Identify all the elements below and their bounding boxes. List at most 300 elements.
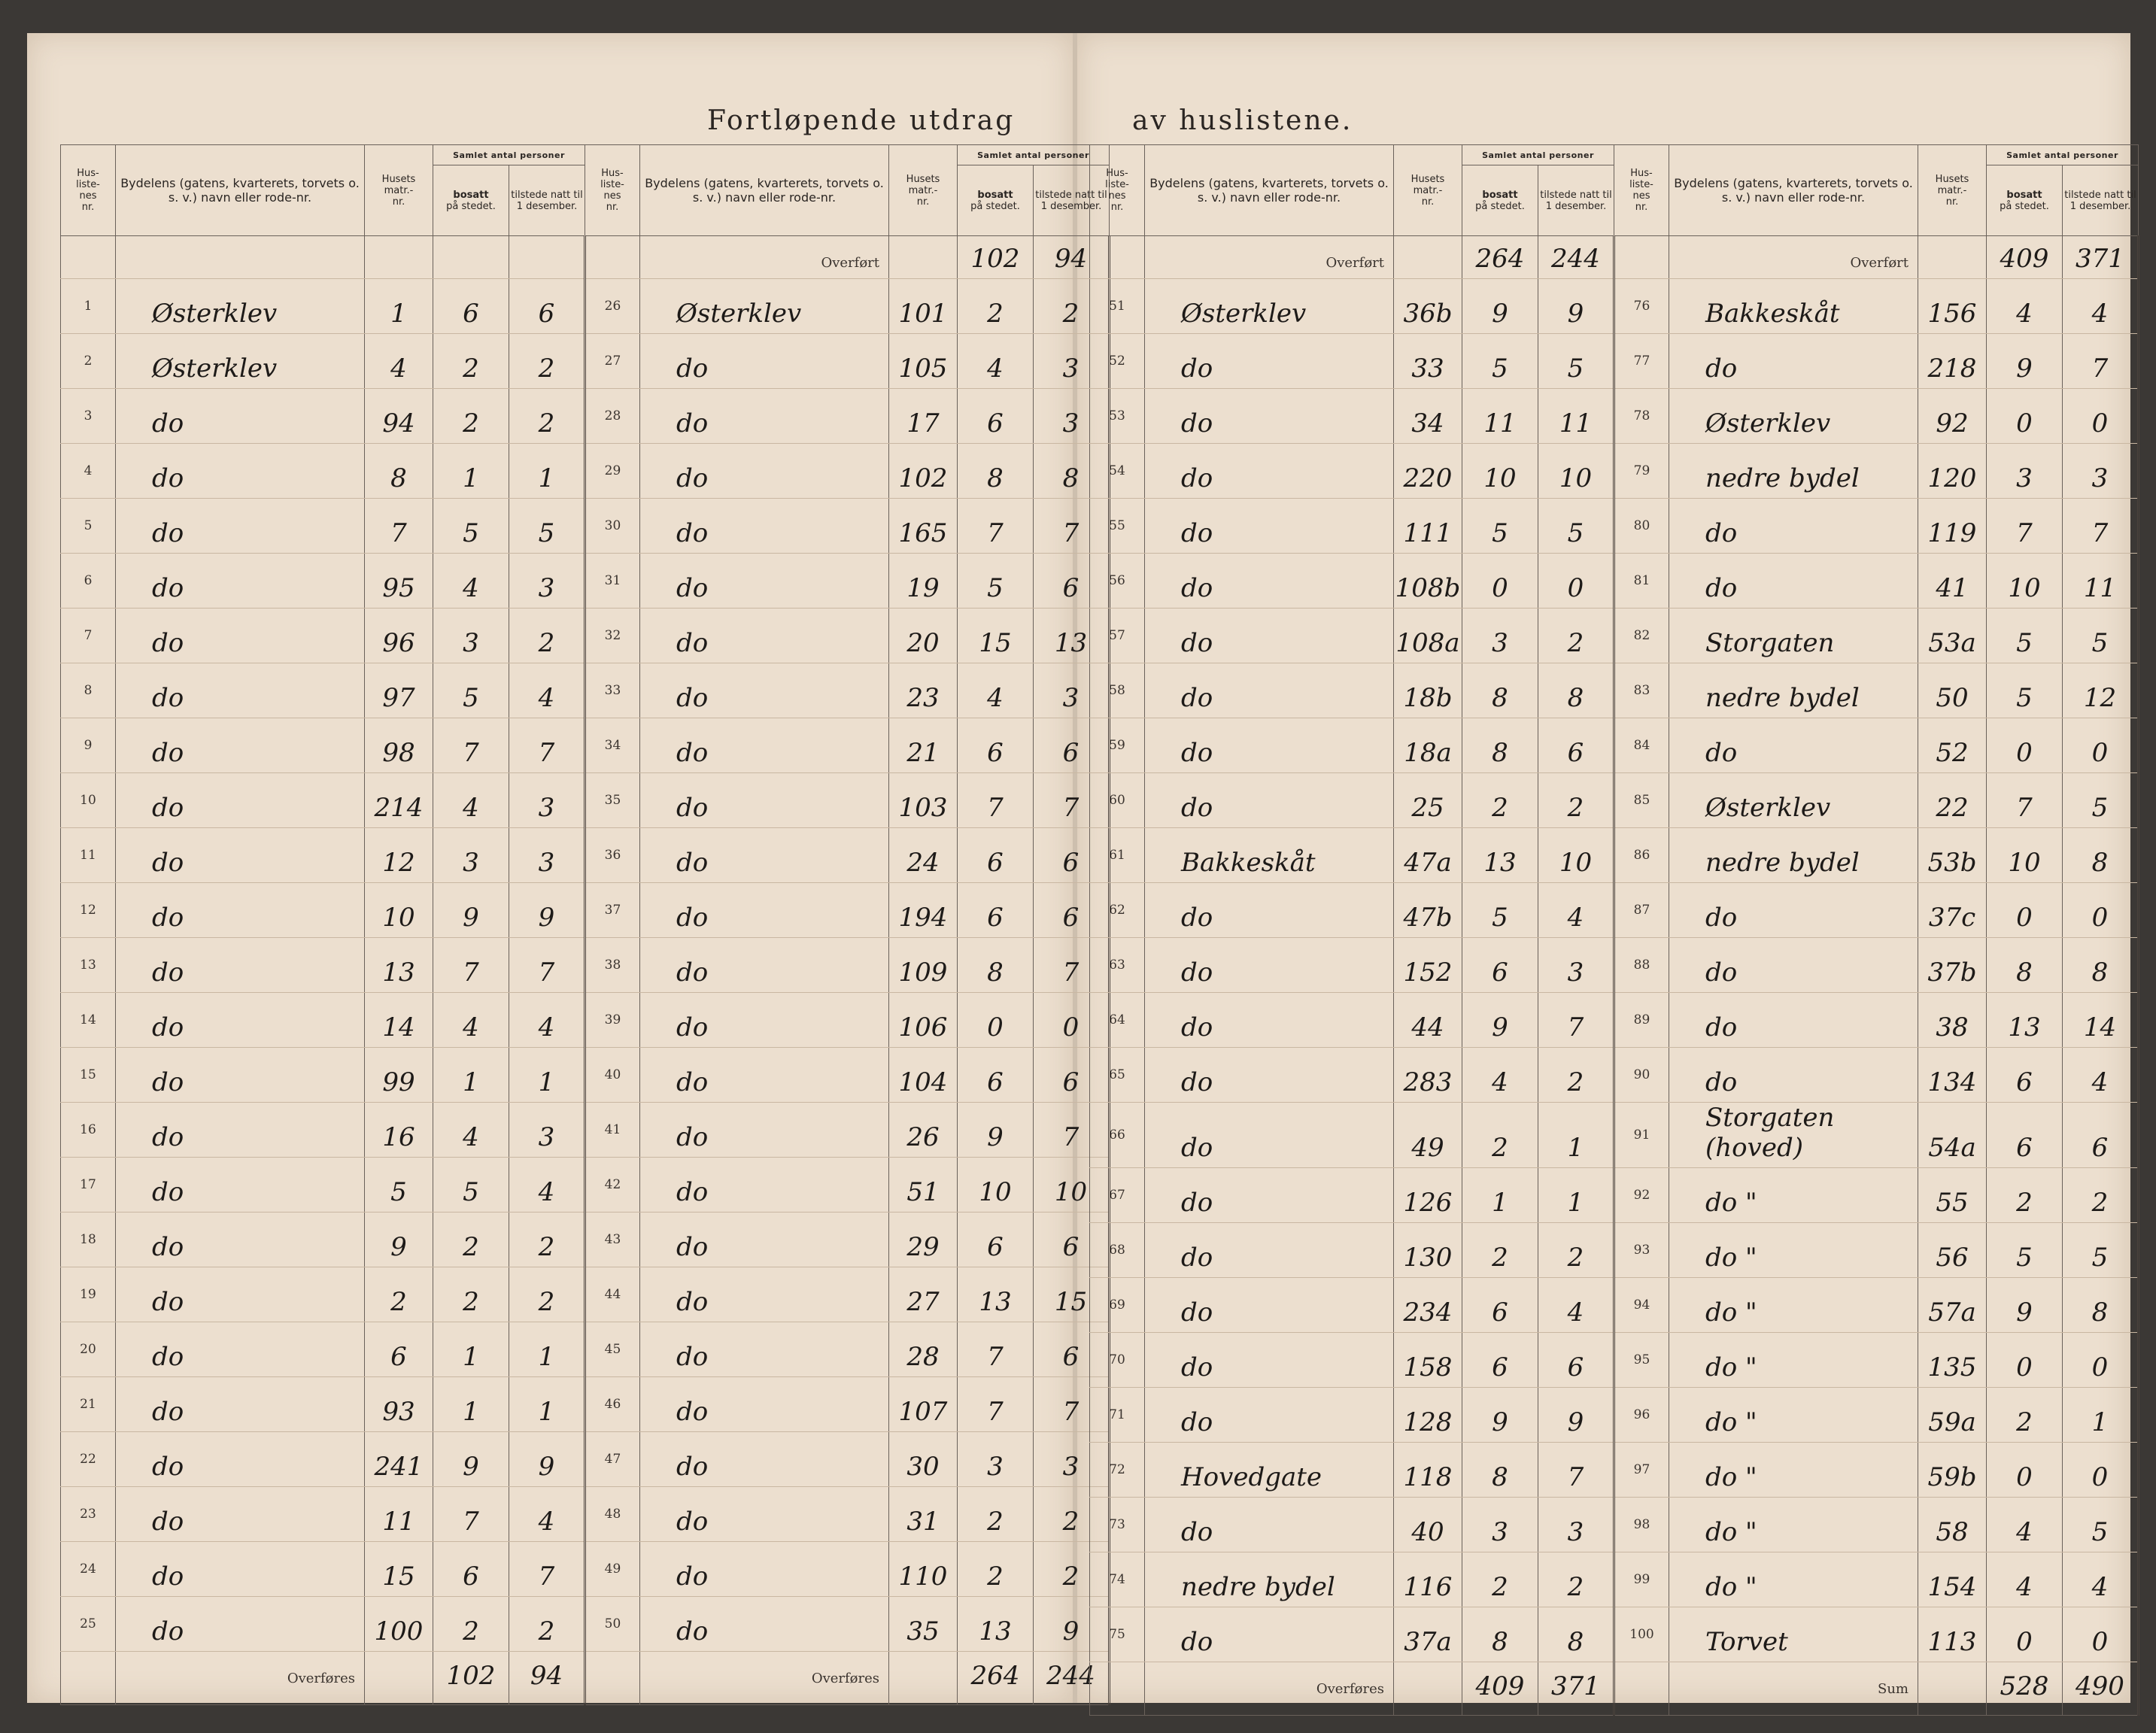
row-bosatt: 5 [433, 499, 509, 554]
row-nr: 79 [1614, 444, 1669, 499]
table-row [1090, 1168, 2139, 1223]
row-bosatt: 8 [1462, 663, 1538, 718]
row-tilstede: 10 [1034, 1158, 1110, 1212]
row-nr: 71 [1090, 1388, 1145, 1443]
table-row [1090, 499, 2139, 554]
row-tilstede: 2 [2063, 1168, 2139, 1223]
row-place: do [1145, 993, 1394, 1048]
row-place: do [640, 1267, 889, 1322]
row-place: do [1145, 554, 1394, 609]
header-samlet: Samlet antal personer [958, 145, 1110, 165]
table-row [1090, 609, 2139, 663]
row-place: do [1669, 938, 1918, 993]
header-tilstede: tilstede natt til 1 desember. [1538, 165, 1614, 236]
row-place: do [640, 663, 889, 718]
row-place: do [1669, 993, 1918, 1048]
header-nr: Hus- liste- nes nr. [585, 145, 640, 236]
row-nr: 68 [1090, 1223, 1145, 1278]
row-place: do [116, 1377, 365, 1432]
table-row [61, 1048, 1110, 1103]
row-tilstede: 7 [1538, 993, 1614, 1048]
row-matr: 5 [365, 1158, 433, 1212]
row-matr: 194 [889, 883, 958, 938]
row-bosatt: 1 [433, 1048, 509, 1103]
row-nr: 35 [585, 773, 640, 828]
row-tilstede: 6 [1034, 883, 1110, 938]
carry-out-tilstede: 244 [1034, 1652, 1110, 1705]
row-place: do [1145, 334, 1394, 389]
row-tilstede: 2 [509, 609, 585, 663]
row-nr: 51 [1090, 279, 1145, 334]
row-tilstede: 4 [2063, 279, 2139, 334]
row-nr: 78 [1614, 389, 1669, 444]
row-matr: 59b [1918, 1443, 1987, 1498]
row-bosatt: 5 [1987, 1223, 2063, 1278]
row-nr: 48 [585, 1487, 640, 1542]
row-matr: 2 [365, 1267, 433, 1322]
row-tilstede: 8 [1538, 663, 1614, 718]
table-row [1090, 1607, 2139, 1662]
row-tilstede: 2 [1538, 609, 1614, 663]
row-nr: 92 [1614, 1168, 1669, 1223]
overfores-label: Overføres [116, 1652, 365, 1705]
row-place: do [1145, 1388, 1394, 1443]
table-row [61, 279, 1110, 334]
row-place: do [640, 554, 889, 609]
row-matr: 101 [889, 279, 958, 334]
row-place: do [1145, 1607, 1394, 1662]
row-tilstede: 8 [2063, 938, 2139, 993]
row-bosatt: 8 [958, 444, 1034, 499]
row-bosatt: 8 [1462, 1607, 1538, 1662]
row-nr: 38 [585, 938, 640, 993]
row-bosatt: 0 [1987, 1443, 2063, 1498]
row-matr: 33 [1394, 334, 1462, 389]
row-tilstede: 2 [1538, 1048, 1614, 1103]
row-tilstede: 0 [1034, 993, 1110, 1048]
row-matr: 283 [1394, 1048, 1462, 1103]
row-nr: 37 [585, 883, 640, 938]
row-nr: 8 [61, 663, 116, 718]
row-matr: 28 [889, 1322, 958, 1377]
row-tilstede: 10 [1538, 444, 1614, 499]
header-samlet: Samlet antal personer [1462, 145, 1614, 165]
row-nr: 73 [1090, 1498, 1145, 1552]
carry-in-bosatt: 409 [1987, 236, 2063, 279]
row-nr: 14 [61, 993, 116, 1048]
header-nr: Hus- liste- nes nr. [1090, 145, 1145, 236]
carry-out-bosatt: 409 [1462, 1662, 1538, 1716]
row-nr: 61 [1090, 828, 1145, 883]
row-matr: 25 [1394, 773, 1462, 828]
row-tilstede: 7 [1034, 1103, 1110, 1158]
row-bosatt: 2 [1987, 1168, 2063, 1223]
row-nr: 16 [61, 1103, 116, 1158]
row-nr: 75 [1090, 1607, 1145, 1662]
row-place: do [116, 718, 365, 773]
row-nr: 64 [1090, 993, 1145, 1048]
row-matr: 97 [365, 663, 433, 718]
table-row [61, 993, 1110, 1048]
row-matr: 49 [1394, 1103, 1462, 1168]
row-matr: 1 [365, 279, 433, 334]
table-row [61, 1487, 1110, 1542]
table-row [61, 1212, 1110, 1267]
table-row [61, 499, 1110, 554]
carry-out-tilstede: 490 [2063, 1662, 2139, 1716]
row-matr: 152 [1394, 938, 1462, 993]
row-bosatt: 10 [1462, 444, 1538, 499]
table-row [61, 554, 1110, 609]
row-place: do [1669, 499, 1918, 554]
row-tilstede: 3 [1538, 1498, 1614, 1552]
table-row [1090, 773, 2139, 828]
row-nr: 43 [585, 1212, 640, 1267]
row-bosatt: 8 [1462, 1443, 1538, 1498]
row-bosatt: 6 [1987, 1103, 2063, 1168]
row-nr: 83 [1614, 663, 1669, 718]
row-matr: 104 [889, 1048, 958, 1103]
row-place: do [116, 1048, 365, 1103]
row-tilstede: 7 [2063, 334, 2139, 389]
row-place: Østerklev [640, 279, 889, 334]
table-row [1090, 444, 2139, 499]
row-matr: 218 [1918, 334, 1987, 389]
carry-out-row [61, 1652, 1110, 1705]
row-bosatt: 2 [433, 389, 509, 444]
row-nr: 69 [1090, 1278, 1145, 1333]
row-nr: 63 [1090, 938, 1145, 993]
table-row [61, 1158, 1110, 1212]
row-bosatt: 7 [433, 938, 509, 993]
row-place: do [640, 718, 889, 773]
row-matr: 116 [1394, 1552, 1462, 1607]
table-row [1090, 883, 2139, 938]
row-matr: 31 [889, 1487, 958, 1542]
row-nr: 34 [585, 718, 640, 773]
row-bosatt: 4 [1987, 279, 2063, 334]
row-bosatt: 2 [1462, 1552, 1538, 1607]
row-tilstede: 2 [1538, 773, 1614, 828]
row-nr: 30 [585, 499, 640, 554]
row-bosatt: 5 [1462, 499, 1538, 554]
header-bosatt: bosatt på stedet. [1462, 165, 1538, 236]
row-place: do [116, 828, 365, 883]
sum-label: Sum [1669, 1662, 1918, 1716]
row-place: do [1145, 389, 1394, 444]
row-tilstede: 3 [1034, 663, 1110, 718]
table-row [1090, 1278, 2139, 1333]
row-bosatt: 5 [433, 663, 509, 718]
row-matr: 18a [1394, 718, 1462, 773]
row-matr: 40 [1394, 1498, 1462, 1552]
table-row [1090, 554, 2139, 609]
row-tilstede: 3 [2063, 444, 2139, 499]
row-matr: 113 [1918, 1607, 1987, 1662]
header-nr: Hus- liste- nes nr. [61, 145, 116, 236]
row-matr: 93 [365, 1377, 433, 1432]
row-bosatt: 9 [958, 1103, 1034, 1158]
row-bosatt: 1 [433, 1377, 509, 1432]
overfores-label: Overføres [1145, 1662, 1394, 1716]
row-place: do [116, 1432, 365, 1487]
row-matr: 10 [365, 883, 433, 938]
row-bosatt: 6 [1462, 938, 1538, 993]
table-row [61, 883, 1110, 938]
row-tilstede: 9 [1538, 1388, 1614, 1443]
row-matr: 18b [1394, 663, 1462, 718]
header-place: Bydelens (gatens, kvarterets, torvets o. s. v.) navn eller rode-nr. [1669, 145, 1918, 236]
ledger-table-left [60, 144, 1110, 1705]
row-bosatt: 10 [1987, 554, 2063, 609]
row-tilstede: 9 [509, 1432, 585, 1487]
row-place: do [116, 1322, 365, 1377]
row-matr: 110 [889, 1542, 958, 1597]
row-matr: 111 [1394, 499, 1462, 554]
row-matr: 16 [365, 1103, 433, 1158]
row-matr: 165 [889, 499, 958, 554]
row-bosatt: 3 [433, 828, 509, 883]
row-place: do " [1669, 1388, 1918, 1443]
row-nr: 80 [1614, 499, 1669, 554]
overfort-label: Overført [1669, 236, 1918, 279]
row-tilstede: 7 [1538, 1443, 1614, 1498]
row-matr: 11 [365, 1487, 433, 1542]
row-nr: 13 [61, 938, 116, 993]
row-place: do [116, 883, 365, 938]
row-place: do [116, 1103, 365, 1158]
row-place: do [640, 1158, 889, 1212]
row-tilstede: 2 [1034, 1487, 1110, 1542]
row-matr: 158 [1394, 1333, 1462, 1388]
table-row [1090, 1103, 2139, 1168]
row-bosatt: 6 [433, 279, 509, 334]
row-bosatt: 4 [433, 554, 509, 609]
row-matr: 135 [1918, 1333, 1987, 1388]
row-tilstede: 0 [1538, 554, 1614, 609]
row-tilstede: 0 [2063, 1333, 2139, 1388]
row-bosatt: 2 [433, 1597, 509, 1652]
table-row [1090, 334, 2139, 389]
row-nr: 25 [61, 1597, 116, 1652]
row-bosatt: 5 [433, 1158, 509, 1212]
row-place: do [640, 1542, 889, 1597]
table-row [1090, 1498, 2139, 1552]
row-nr: 23 [61, 1487, 116, 1542]
row-tilstede: 4 [509, 1158, 585, 1212]
row-tilstede: 2 [509, 1267, 585, 1322]
row-bosatt: 0 [1987, 389, 2063, 444]
row-matr: 98 [365, 718, 433, 773]
row-place: do [1669, 718, 1918, 773]
row-matr: 12 [365, 828, 433, 883]
row-tilstede: 4 [509, 993, 585, 1048]
row-nr: 49 [585, 1542, 640, 1597]
row-place: do [116, 993, 365, 1048]
row-nr: 32 [585, 609, 640, 663]
row-tilstede: 2 [1538, 1223, 1614, 1278]
row-bosatt: 7 [958, 773, 1034, 828]
row-tilstede: 9 [509, 883, 585, 938]
row-place: do [1145, 773, 1394, 828]
row-place: Østerklev [1145, 279, 1394, 334]
carry-in-row [61, 236, 1110, 279]
row-place: do [1669, 1048, 1918, 1103]
row-nr: 31 [585, 554, 640, 609]
header-matr: Husets matr.- nr. [365, 145, 433, 236]
row-bosatt: 10 [958, 1158, 1034, 1212]
row-matr: 15 [365, 1542, 433, 1597]
row-nr: 52 [1090, 334, 1145, 389]
row-place: Storgaten [1669, 609, 1918, 663]
row-place: do [1669, 883, 1918, 938]
row-place: do [640, 1597, 889, 1652]
row-matr: 108a [1394, 609, 1462, 663]
row-matr: 9 [365, 1212, 433, 1267]
row-matr: 21 [889, 718, 958, 773]
carry-in-bosatt: 102 [958, 236, 1034, 279]
row-bosatt: 7 [433, 718, 509, 773]
row-place: do [1145, 444, 1394, 499]
row-nr: 86 [1614, 828, 1669, 883]
carry-in-row [1090, 236, 2139, 279]
header-samlet: Samlet antal personer [1987, 145, 2139, 165]
carry-out-bosatt: 102 [433, 1652, 509, 1705]
row-bosatt: 4 [433, 773, 509, 828]
row-place: do [640, 1322, 889, 1377]
row-tilstede: 4 [2063, 1048, 2139, 1103]
row-place: do [1669, 554, 1918, 609]
row-matr: 29 [889, 1212, 958, 1267]
row-tilstede: 7 [509, 1542, 585, 1597]
row-place: do [116, 938, 365, 993]
table-row [61, 389, 1110, 444]
row-tilstede: 1 [1538, 1168, 1614, 1223]
row-matr: 55 [1918, 1168, 1987, 1223]
row-tilstede: 5 [2063, 1498, 2139, 1552]
row-bosatt: 7 [433, 1487, 509, 1542]
row-place: Bakkeskåt [1145, 828, 1394, 883]
row-matr: 53a [1918, 609, 1987, 663]
row-nr: 62 [1090, 883, 1145, 938]
row-bosatt: 2 [1987, 1388, 2063, 1443]
row-bosatt: 0 [1987, 1607, 2063, 1662]
row-tilstede: 2 [1034, 1542, 1110, 1597]
row-nr: 28 [585, 389, 640, 444]
row-matr: 6 [365, 1322, 433, 1377]
row-tilstede: 5 [2063, 609, 2139, 663]
row-nr: 26 [585, 279, 640, 334]
row-nr: 11 [61, 828, 116, 883]
row-tilstede: 0 [2063, 883, 2139, 938]
overfort-label: Overført [1145, 236, 1394, 279]
row-nr: 60 [1090, 773, 1145, 828]
row-tilstede: 3 [1034, 389, 1110, 444]
row-matr: 27 [889, 1267, 958, 1322]
row-nr: 74 [1090, 1552, 1145, 1607]
row-matr: 23 [889, 663, 958, 718]
carry-in-tilstede: 244 [1538, 236, 1614, 279]
row-nr: 36 [585, 828, 640, 883]
row-matr: 8 [365, 444, 433, 499]
row-place: do [640, 499, 889, 554]
row-tilstede: 13 [1034, 609, 1110, 663]
row-nr: 12 [61, 883, 116, 938]
row-matr: 13 [365, 938, 433, 993]
row-place: Østerklev [1669, 389, 1918, 444]
row-matr: 14 [365, 993, 433, 1048]
row-nr: 56 [1090, 554, 1145, 609]
carry-in-tilstede: 371 [2063, 236, 2139, 279]
row-tilstede: 4 [2063, 1552, 2139, 1607]
table-row [61, 1432, 1110, 1487]
header-place: Bydelens (gatens, kvarterets, torvets o. s. v.) navn eller rode-nr. [640, 145, 889, 236]
row-tilstede: 5 [2063, 773, 2139, 828]
row-tilstede: 0 [2063, 389, 2139, 444]
row-bosatt: 8 [1987, 938, 2063, 993]
row-nr: 98 [1614, 1498, 1669, 1552]
row-bosatt: 6 [958, 828, 1034, 883]
row-matr: 109 [889, 938, 958, 993]
table-row [1090, 938, 2139, 993]
row-tilstede: 8 [1034, 444, 1110, 499]
header-bosatt: bosatt på stedet. [958, 165, 1034, 236]
row-place: do [640, 993, 889, 1048]
row-nr: 91 [1614, 1103, 1669, 1168]
row-nr: 57 [1090, 609, 1145, 663]
header-place: Bydelens (gatens, kvarterets, torvets o. s. v.) navn eller rode-nr. [1145, 145, 1394, 236]
row-tilstede: 3 [509, 1103, 585, 1158]
row-nr: 93 [1614, 1223, 1669, 1278]
carry-out-row [1090, 1662, 2139, 1716]
row-place: do " [1669, 1278, 1918, 1333]
row-place: nedre bydel [1669, 663, 1918, 718]
row-tilstede: 6 [1538, 718, 1614, 773]
row-tilstede: 0 [2063, 1607, 2139, 1662]
row-nr: 47 [585, 1432, 640, 1487]
row-bosatt: 2 [958, 279, 1034, 334]
row-bosatt: 6 [433, 1542, 509, 1597]
row-place: do [116, 1487, 365, 1542]
row-matr: 100 [365, 1597, 433, 1652]
carry-in-tilstede: 94 [1034, 236, 1110, 279]
row-nr: 55 [1090, 499, 1145, 554]
row-matr: 56 [1918, 1223, 1987, 1278]
row-nr: 82 [1614, 609, 1669, 663]
row-tilstede: 10 [1538, 828, 1614, 883]
row-bosatt: 6 [958, 389, 1034, 444]
row-nr: 67 [1090, 1168, 1145, 1223]
row-tilstede: 15 [1034, 1267, 1110, 1322]
row-nr: 17 [61, 1158, 116, 1212]
row-bosatt: 8 [958, 938, 1034, 993]
row-place: do [116, 1597, 365, 1652]
header-tilstede: tilstede natt til 1 desember. [2063, 165, 2139, 236]
row-nr: 19 [61, 1267, 116, 1322]
table-row [1090, 718, 2139, 773]
row-matr: 108b [1394, 554, 1462, 609]
row-bosatt: 6 [958, 883, 1034, 938]
row-nr: 9 [61, 718, 116, 773]
carry-out-bosatt: 528 [1987, 1662, 2063, 1716]
row-tilstede: 7 [2063, 499, 2139, 554]
row-bosatt: 13 [958, 1597, 1034, 1652]
header-place: Bydelens (gatens, kvarterets, torvets o. s. v.) navn eller rode-nr. [116, 145, 365, 236]
row-nr: 59 [1090, 718, 1145, 773]
row-bosatt: 3 [958, 1432, 1034, 1487]
row-nr: 3 [61, 389, 116, 444]
row-tilstede: 6 [1034, 1322, 1110, 1377]
